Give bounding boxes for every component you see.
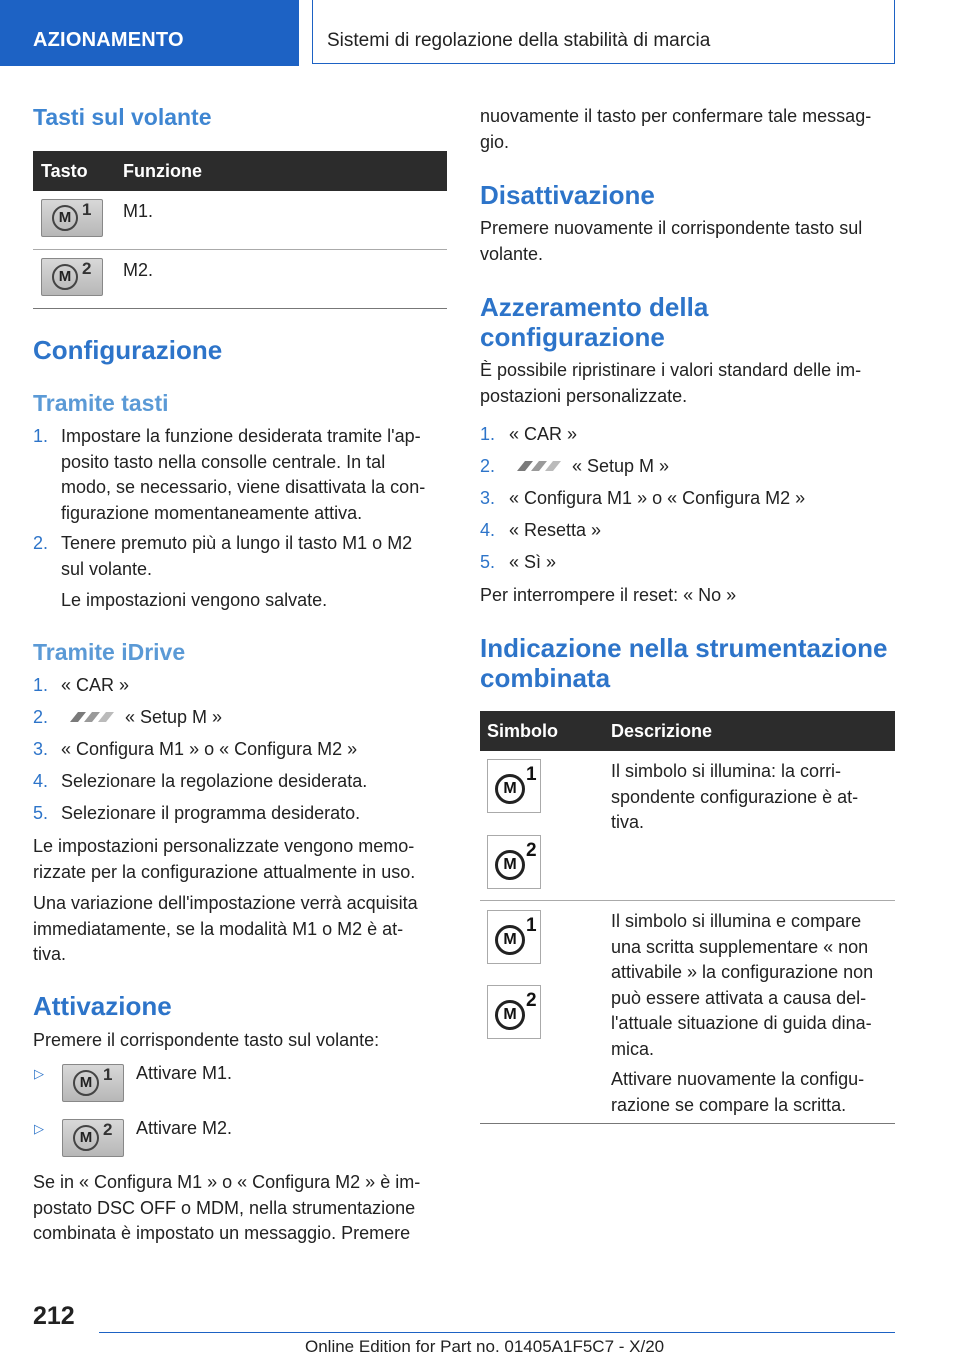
- footer-edition: Online Edition for Part no. 01405A1F5C7 - X/20: [305, 1337, 665, 1356]
- description-text: Il simbolo si illumina e compare una scritta supplementare « non attivabile » la configurazione non può essere attivata a causa del- l'attuale situazione di guida dina- mica.: [611, 911, 874, 1059]
- table-header: [33, 151, 447, 191]
- footer-rule: [99, 1332, 895, 1333]
- bullet-text: Attivare M2.: [136, 1118, 233, 1138]
- m-stripes-icon: [511, 458, 565, 474]
- bullet-text: Attivare M1.: [136, 1063, 233, 1083]
- step-text: « CAR »: [61, 675, 130, 695]
- table-bottom-rule: [33, 308, 447, 309]
- paragraph: È possibile ripristinare i valori standard delle im- postazioni personalizzate.: [480, 360, 862, 406]
- step-number: 3.: [480, 488, 496, 508]
- step-text: « Setup M »: [572, 456, 670, 476]
- salvate-text: Le impostazioni vengono salvate.: [61, 590, 328, 610]
- col-simbolo: Simbolo: [487, 721, 558, 741]
- step-text: Selezionare il programma desiderato.: [61, 803, 361, 823]
- table-bottom-rule: [480, 1123, 895, 1124]
- page-number: 212: [33, 1302, 75, 1330]
- interrompere-text: Per interrompere il reset: « No »: [480, 585, 737, 605]
- row-divider: [33, 249, 447, 250]
- step-number: 4.: [33, 771, 49, 791]
- description-text: Attivare nuovamente la configu- razione se compare la scritta.: [611, 1069, 865, 1115]
- step-text: Tenere premuto più a lungo il tasto M1 o M2 sul volante.: [61, 533, 413, 579]
- step-number: 3.: [33, 739, 49, 759]
- step-text: « Configura M1 » o « Configura M2 »: [61, 739, 358, 759]
- paragraph: Se in « Configura M1 » o « Configura M2 » è im- postato DSC OFF o MDM, nella strumentazione combinata è impostato un messaggio. Premere: [33, 1172, 421, 1243]
- m-stripes-icon: [64, 709, 118, 725]
- tasti-volante-heading: Tasti sul volante: [33, 104, 212, 130]
- m1-button-icon: M 1: [41, 199, 103, 237]
- azzeramento-heading: Azzeramento della configurazione: [480, 292, 709, 352]
- attivazione-heading: Attivazione: [33, 991, 172, 1021]
- section-tab: AZIONAMENTO: [0, 0, 299, 66]
- step-number: 1.: [480, 424, 496, 444]
- row-divider: [480, 900, 895, 901]
- col-descrizione: Descrizione: [611, 721, 713, 741]
- step-number: 5.: [480, 552, 496, 572]
- step-text: « Resetta »: [509, 520, 602, 540]
- step-text: Selezionare la regolazione desiderata.: [61, 771, 368, 791]
- disattivazione-heading: Disattivazione: [480, 180, 655, 210]
- step-number: 1.: [33, 426, 49, 446]
- bullet-triangle-icon: ▷: [34, 1066, 44, 1081]
- col-tasto: Tasto: [41, 161, 88, 181]
- table-header: [480, 711, 895, 751]
- step-text: Impostare la funzione desiderata tramite l'ap- posito tasto nella consolle centrale. In tal modo, se necessario, viene disattivata la con- figurazione momentaneamente attiva.: [61, 426, 426, 523]
- paragraph: Le impostazioni personalizzate vengono memo- rizzate per la configurazione attualmente in uso.: [33, 836, 416, 882]
- paragraph: Una variazione dell'impostazione verrà acquisita immediatamente, se la modalità M1 o M2 è at- tiva.: [33, 893, 418, 964]
- attivazione-text: Premere il corrispondente tasto sul volante:: [33, 1030, 380, 1050]
- table-cell-m2: M2.: [123, 260, 154, 280]
- m2-symbol-icon: M 2: [487, 985, 541, 1039]
- paragraph: nuovamente il tasto per confermare tale messag- gio.: [480, 106, 872, 152]
- indicazione-heading: Indicazione nella strumentazione combinata: [480, 633, 888, 693]
- table-cell-m1: M1.: [123, 201, 154, 221]
- m2-button-icon: M 2: [41, 258, 103, 296]
- tramite-tasti-heading: Tramite tasti: [33, 390, 169, 416]
- paragraph: Premere nuovamente il corrispondente tasto sul volante.: [480, 218, 863, 264]
- step-text: « Setup M »: [125, 707, 223, 727]
- step-text: « Configura M1 » o « Configura M2 »: [509, 488, 806, 508]
- m1-symbol-icon: M 1: [487, 759, 541, 813]
- step-text: « Sì »: [509, 552, 557, 572]
- step-number: 4.: [480, 520, 496, 540]
- chapter-title: Sistemi di regolazione della stabilità di marcia: [312, 0, 895, 64]
- step-number: 1.: [33, 675, 49, 695]
- m2-symbol-icon: M 2: [487, 835, 541, 889]
- description-text: Il simbolo si illumina: la corri- spondente configurazione è at- tiva.: [611, 761, 859, 832]
- step-number: 2.: [480, 456, 496, 476]
- m1-symbol-icon: M 1: [487, 910, 541, 964]
- col-funzione: Funzione: [123, 161, 202, 181]
- step-number: 2.: [33, 707, 49, 727]
- step-number: 5.: [33, 803, 49, 823]
- tramite-idrive-heading: Tramite iDrive: [33, 639, 186, 665]
- configurazione-heading: Configurazione: [33, 335, 223, 365]
- m1-button-icon: M 1: [62, 1064, 124, 1102]
- step-text: « CAR »: [509, 424, 578, 444]
- bullet-triangle-icon: ▷: [34, 1121, 44, 1136]
- step-number: 2.: [33, 533, 49, 553]
- m2-button-icon: M 2: [62, 1119, 124, 1157]
